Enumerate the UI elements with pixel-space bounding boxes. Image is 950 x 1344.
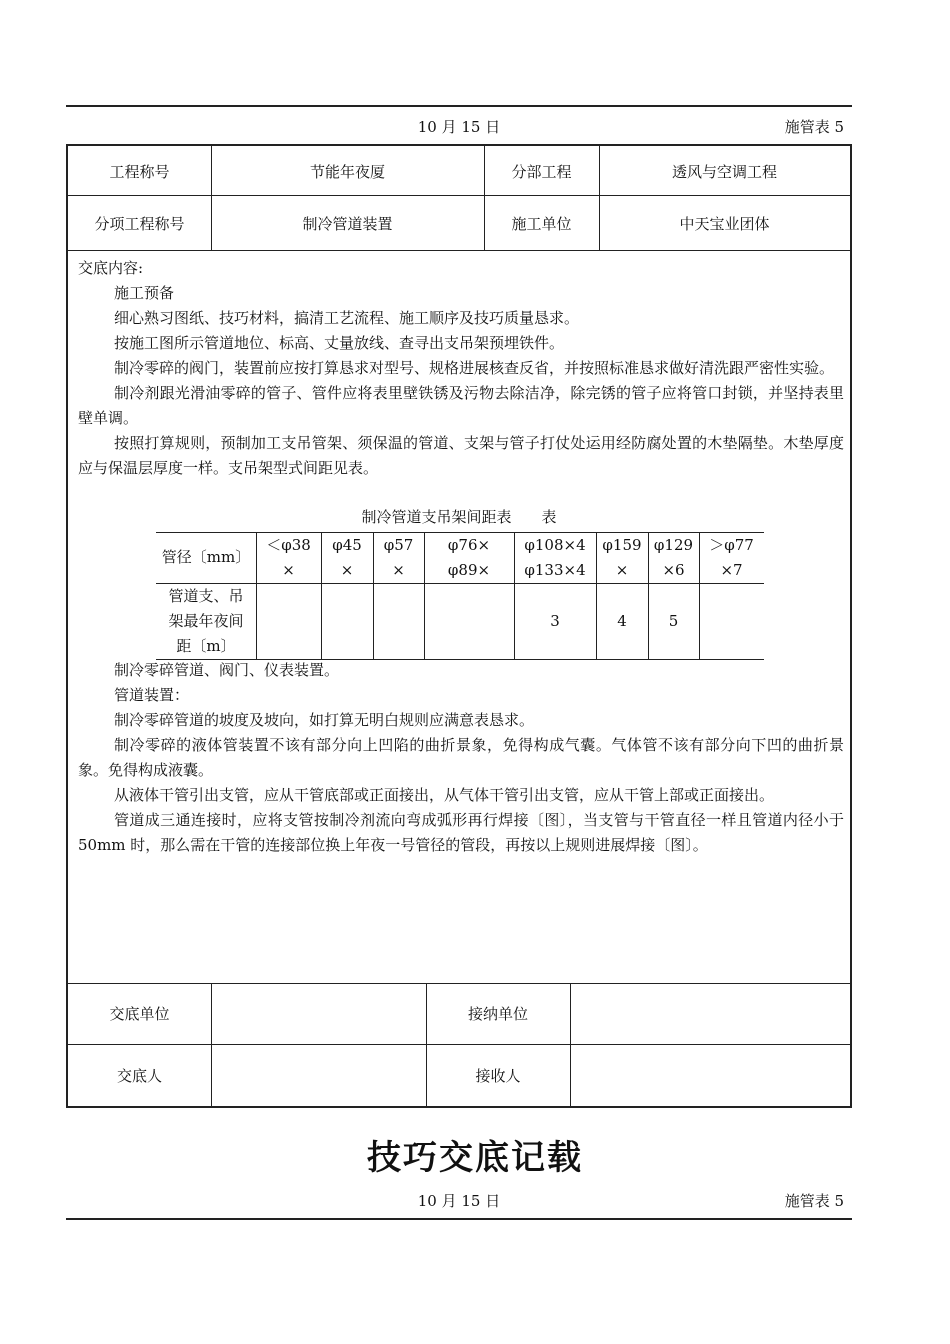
paragraph: 从液体干管引出支管，应从干管底部或正面接出，从气体干管引出支管，应从干管上部或正面接出。: [114, 786, 775, 804]
receiver-unit-label: 接纳单位: [467, 1005, 528, 1023]
spacing-value-cell: [256, 583, 321, 659]
disclosure-content: [78, 256, 844, 481]
top-rule: [66, 105, 852, 107]
receiver-unit-field: [570, 983, 850, 1044]
diameter-cell: φ76× φ89×: [447, 535, 491, 579]
footer-header: [66, 1190, 852, 1210]
spacing-value-cell: [321, 583, 373, 659]
paragraph: 制冷零碎的液体管装置不该有部分向上凹陷的曲折景象，免得构成气囊。气体管不该有部分向下凹的曲折景象。免得构成液囊。: [78, 736, 844, 779]
contractor-value: 中天宝业团体: [679, 214, 770, 233]
header-date: 10 月 15 日: [417, 118, 501, 136]
subitem-value: 制冷管道装置: [302, 214, 393, 233]
division-label: 分部工程: [511, 162, 572, 181]
spacing-value-cell: [424, 583, 514, 659]
division-value: 透风与空调工程: [671, 162, 777, 181]
project-name-label: 工程称号: [109, 162, 170, 181]
page-header: [66, 116, 852, 136]
diameter-cell: φ57 ×: [383, 535, 414, 579]
diameter-cell: φ108×4 φ133×4: [524, 535, 586, 579]
paragraph: 按照打算规则，预制加工支吊管架、须保温的管道、支架与管子打仗处运用经防腐处置的木垫隔垫。木垫厚度应与保温层厚度一样。支吊架型式间距见表。: [78, 434, 844, 477]
issuer-label: 交底人: [116, 1066, 162, 1085]
paragraph: 制冷零碎管道的坡度及坡向，如打算无明白规则应满意表恳求。: [114, 711, 535, 729]
subitem-label: 分项工程称号: [94, 214, 185, 233]
diameter-cell: ＞φ77 ×7: [709, 535, 754, 579]
contractor-label: 施工单位: [511, 214, 572, 233]
header-form-no: 施管表 5: [784, 118, 844, 136]
receiver-field: [570, 1044, 850, 1106]
pipe-diameter-label: 管径〔mm〕: [161, 548, 251, 566]
paragraph: 细心熟习图纸、技巧材料，搞清工艺流程、施工顺序及技巧质量恳求。: [114, 309, 580, 327]
paragraph: 管道成三通连接时，应将支管按制冷剂流向弯成弧形再行焊接〔图〕，当支管与干管直径一样且管道内径小于 50mm 时，那么需在干管的连接部位换上年夜一号管径的管段，再按以上规则进展焊接〔图〕。: [78, 811, 844, 854]
diameter-cell: φ129 ×6: [653, 535, 694, 579]
paragraph: 施工预备: [114, 284, 175, 302]
paragraph: 制冷零碎管道、阀门、仪表装置。: [114, 661, 340, 679]
spacing-value-cell: [373, 583, 424, 659]
issuer-unit-field: [211, 983, 426, 1044]
receiver-label: 接收人: [475, 1066, 521, 1085]
spacing-value-cell: 5: [668, 611, 679, 630]
bottom-rule: [66, 1218, 852, 1220]
spacing-value-cell: [699, 583, 764, 659]
paragraph: 管道装置：: [114, 686, 190, 704]
spacing-value-cell: 3: [550, 611, 560, 630]
diameter-cell: ＜φ38 ×: [266, 535, 311, 579]
footer-form-no: 施管表 5: [784, 1192, 844, 1210]
table-caption: 制冷管道支吊架间距表 表: [361, 508, 557, 526]
disclosure-content-continued: [78, 658, 844, 858]
spacing-value-cell: 4: [617, 611, 627, 630]
paragraph: 按施工图所示管道地位、标高、丈量放线、查寻出支吊架预埋铁件。: [114, 334, 565, 352]
disclosure-form: [66, 144, 852, 1108]
issuer-unit-label: 交底单位: [109, 1005, 170, 1023]
support-spacing-table: [156, 532, 764, 660]
diameter-cell: φ45 ×: [332, 535, 362, 579]
paragraph: 制冷零碎的阀门，装置前应按打算恳求对型号、规格进展核查反省，并按照标准恳求做好清洗跟严密性实验。: [114, 359, 835, 377]
page-title: 技巧交底记载: [367, 1138, 583, 1178]
paragraph: 制冷剂跟光滑油零碎的管子、管件应将表里壁铁锈及污物去除洁净，除完锈的管子应将管口封锁，并坚持表里壁单调。: [78, 384, 844, 427]
project-name-value: 节能年夜厦: [309, 162, 385, 181]
issuer-field: [211, 1044, 426, 1106]
content-heading: 交底内容:: [78, 259, 144, 277]
diameter-cell: φ159 ×: [602, 535, 642, 579]
max-spacing-label: 管道支、吊 架最年夜间 距〔m〕: [168, 586, 244, 655]
footer-date: 10 月 15 日: [417, 1192, 501, 1210]
